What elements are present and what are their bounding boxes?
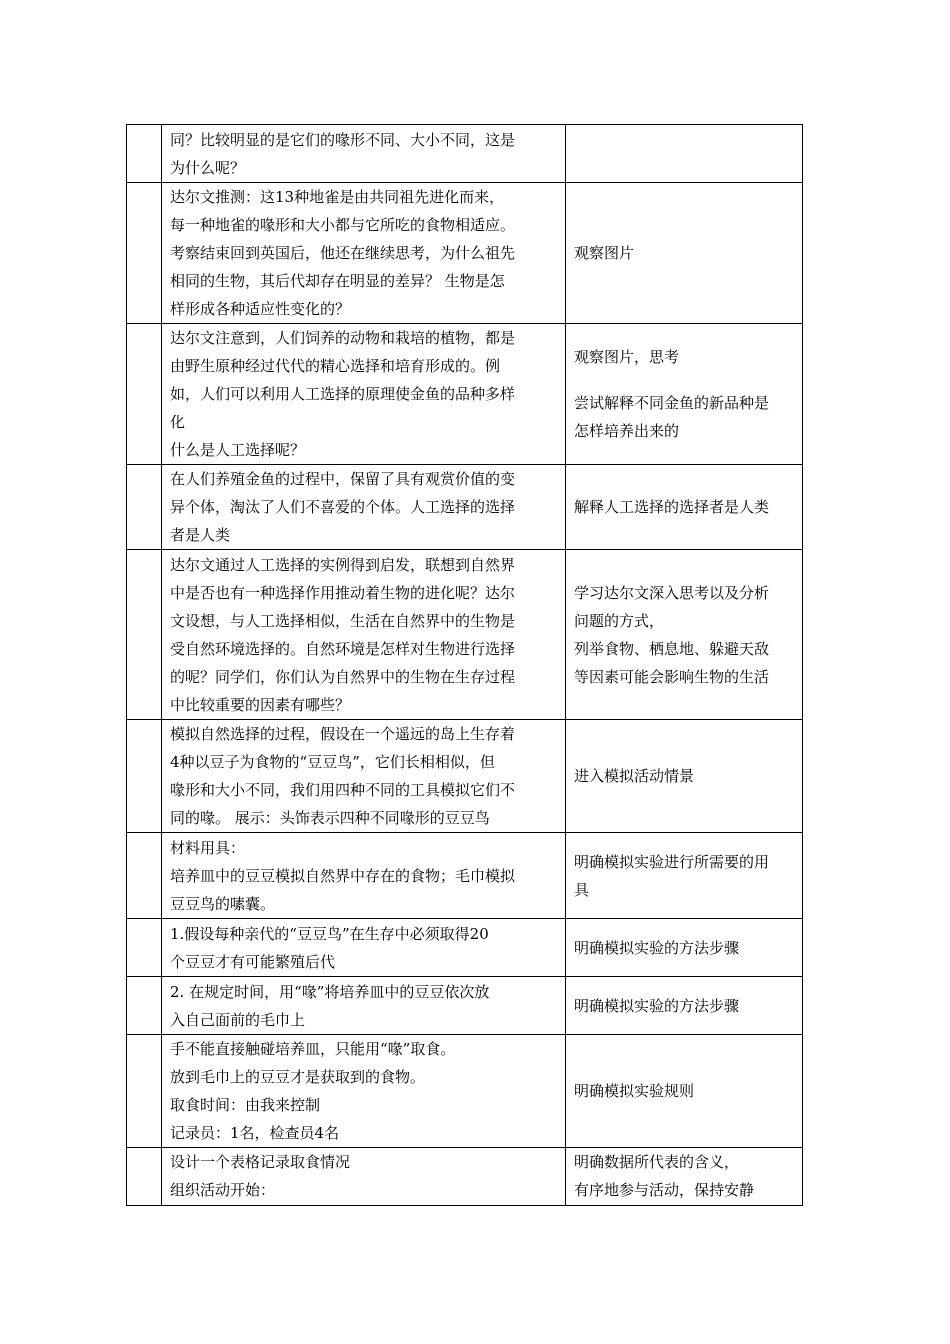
text-line: 组织活动开始： bbox=[170, 1181, 276, 1199]
text-line: 1.假设每种亲代的“豆豆鸟”在生存中必须取得20 bbox=[170, 924, 489, 943]
text-line: 每一种地雀的喙形和大小都与它所吃的食物相适应。 bbox=[170, 216, 516, 234]
text-line: 文设想，与人工选择相似，生活在自然界中的生物是 bbox=[170, 611, 516, 630]
row-margin-cell bbox=[127, 465, 162, 550]
teacher-activity-cell bbox=[162, 919, 566, 977]
teacher-activity-cell bbox=[162, 183, 566, 324]
text-line: 4种以豆子为食物的“豆豆鸟”，它们长相相似，但 bbox=[170, 753, 495, 771]
text-line: 如，人们可以利用人工选择的原理使金鱼的品种多样 bbox=[170, 385, 516, 403]
text-line: 进入模拟活动情景 bbox=[574, 767, 695, 785]
teacher-activity-cell bbox=[162, 977, 566, 1035]
teacher-activity-cell bbox=[162, 465, 566, 550]
text-line: 放到毛巾上的豆豆才是获取到的食物。 bbox=[170, 1068, 426, 1086]
text-line: 观察图片 bbox=[574, 244, 635, 262]
text-line: 达尔文通过人工选择的实例得到启发，联想到自然界 bbox=[170, 555, 516, 574]
text-line: 手不能直接触碰培养皿，只能用“喙”取食。 bbox=[170, 1040, 456, 1058]
text-line: 考察结束回到英国后，他还在继续思考，为什么祖先 bbox=[170, 244, 516, 262]
row-margin-cell bbox=[127, 919, 162, 977]
text-line: 化 bbox=[170, 413, 186, 431]
text-line: 等因素可能会影响生物的生活 bbox=[574, 667, 770, 686]
text-line: 喙形和大小不同，我们用四种不同的工具模拟它们不 bbox=[170, 781, 516, 799]
text-line: 达尔文推测：这13种地雀是由共同祖先进化而来， bbox=[170, 188, 505, 206]
text-line: 观察图片，思考 bbox=[574, 348, 680, 366]
student-activity-cell bbox=[566, 833, 803, 919]
student-activity-cell bbox=[566, 977, 803, 1035]
text-line: 中比较重要的因素有哪些？ bbox=[170, 695, 351, 714]
text-line: 列举食物、栖息地、躲避天敌 bbox=[574, 639, 770, 658]
table-row bbox=[127, 183, 803, 324]
text-line: 材料用具： bbox=[170, 838, 246, 857]
text-line: 明确模拟实验规则 bbox=[574, 1082, 695, 1100]
student-activity-cell bbox=[566, 183, 803, 324]
row-margin-cell bbox=[127, 720, 162, 833]
row-margin-cell bbox=[127, 324, 162, 465]
row-margin-cell bbox=[127, 833, 162, 919]
text-line: 入自己面前的毛巾上 bbox=[170, 1010, 306, 1029]
teacher-activity-cell bbox=[162, 1035, 566, 1148]
row-margin-cell bbox=[127, 550, 162, 720]
text-line: 中是否也有一种选择作用推动着生物的进化呢？达尔 bbox=[170, 583, 516, 602]
lesson-plan-table bbox=[126, 124, 803, 1206]
text-line: 为什么呢？ bbox=[170, 158, 246, 177]
student-activity-cell bbox=[566, 324, 803, 465]
text-line: 2. 在规定时间，用“喙”将培养皿中的豆豆依次放 bbox=[170, 982, 490, 1001]
text-line: 记录员：1名，检查员4名 bbox=[170, 1124, 340, 1142]
table-row bbox=[127, 1035, 803, 1148]
student-activity-cell bbox=[566, 125, 803, 183]
table-row bbox=[127, 324, 803, 465]
table-row bbox=[127, 1148, 803, 1206]
text-line: 同的喙。 展示：头饰表示四种不同喙形的豆豆鸟 bbox=[170, 809, 490, 827]
text-line: 明确模拟实验的方法步骤 bbox=[574, 996, 740, 1015]
text-line: 什么是人工选择呢？ bbox=[170, 441, 306, 459]
student-activity-cell bbox=[566, 720, 803, 833]
row-margin-cell bbox=[127, 183, 162, 324]
text-line: 相同的生物，其后代却存在明显的差异？ 生物是怎 bbox=[170, 272, 505, 290]
text-line: 有序地参与活动，保持安静 bbox=[574, 1181, 755, 1199]
table-row bbox=[127, 977, 803, 1035]
text-line: 者是人类 bbox=[170, 526, 231, 544]
text-line: 尝试解释不同金鱼的新品种是 bbox=[574, 394, 770, 412]
teacher-activity-cell bbox=[162, 1148, 566, 1206]
text-line: 明确数据所代表的含义， bbox=[574, 1153, 740, 1171]
table-row bbox=[127, 125, 803, 183]
teacher-activity-cell bbox=[162, 125, 566, 183]
text-line: 培养皿中的豆豆模拟自然界中存在的食物；毛巾模拟 bbox=[170, 866, 516, 885]
text-line: 模拟自然选择的过程，假设在一个遥远的岛上生存着 bbox=[170, 725, 516, 743]
teacher-activity-cell bbox=[162, 550, 566, 720]
teacher-activity-cell bbox=[162, 720, 566, 833]
table-row bbox=[127, 833, 803, 919]
student-activity-cell bbox=[566, 1148, 803, 1206]
student-activity-cell bbox=[566, 465, 803, 550]
text-line: 具 bbox=[574, 880, 590, 899]
text-line: 同？比较明显的是它们的喙形不同、大小不同，这是 bbox=[170, 130, 516, 149]
text-line: 在人们养殖金鱼的过程中，保留了具有观赏价值的变 bbox=[170, 470, 516, 488]
table-row bbox=[127, 550, 803, 720]
text-line: 明确模拟实验进行所需要的用 bbox=[574, 852, 770, 871]
text-line: 受自然环境选择的。自然环境是怎样对生物进行选择 bbox=[170, 639, 516, 658]
text-line: 的呢？同学们，你们认为自然界中的生物在生存过程 bbox=[170, 667, 516, 686]
text-line: 问题的方式， bbox=[574, 611, 665, 630]
text-line: 解释人工选择的选择者是人类 bbox=[574, 498, 770, 516]
row-margin-cell bbox=[127, 125, 162, 183]
table-row bbox=[127, 720, 803, 833]
text-line: 豆豆鸟的嗉囊。 bbox=[170, 894, 276, 913]
text-line: 达尔文注意到，人们饲养的动物和栽培的植物，都是 bbox=[170, 329, 516, 347]
text-line: 设计一个表格记录取食情况 bbox=[170, 1153, 351, 1171]
text-line: 异个体，淘汰了人们不喜爱的个体。人工选择的选择 bbox=[170, 498, 516, 516]
text-line: 取食时间：由我来控制 bbox=[170, 1096, 321, 1114]
table-row bbox=[127, 465, 803, 550]
student-activity-cell bbox=[566, 919, 803, 977]
text-line: 学习达尔文深入思考以及分析 bbox=[574, 583, 770, 602]
teacher-activity-cell bbox=[162, 324, 566, 465]
table-row bbox=[127, 919, 803, 977]
text-line: 由野生原种经过代代的精心选择和培育形成的。例 bbox=[170, 357, 501, 375]
teacher-activity-cell bbox=[162, 833, 566, 919]
paragraph-gap bbox=[574, 371, 794, 389]
row-margin-cell bbox=[127, 977, 162, 1035]
student-activity-cell bbox=[566, 550, 803, 720]
row-margin-cell bbox=[127, 1148, 162, 1206]
text-line: 怎样培养出来的 bbox=[574, 422, 680, 440]
row-margin-cell bbox=[127, 1035, 162, 1148]
student-activity-cell bbox=[566, 1035, 803, 1148]
text-line: 样形成各种适应性变化的？ bbox=[170, 300, 351, 318]
text-line: 个豆豆才有可能繁殖后代 bbox=[170, 952, 336, 971]
text-line: 明确模拟实验的方法步骤 bbox=[574, 938, 740, 957]
